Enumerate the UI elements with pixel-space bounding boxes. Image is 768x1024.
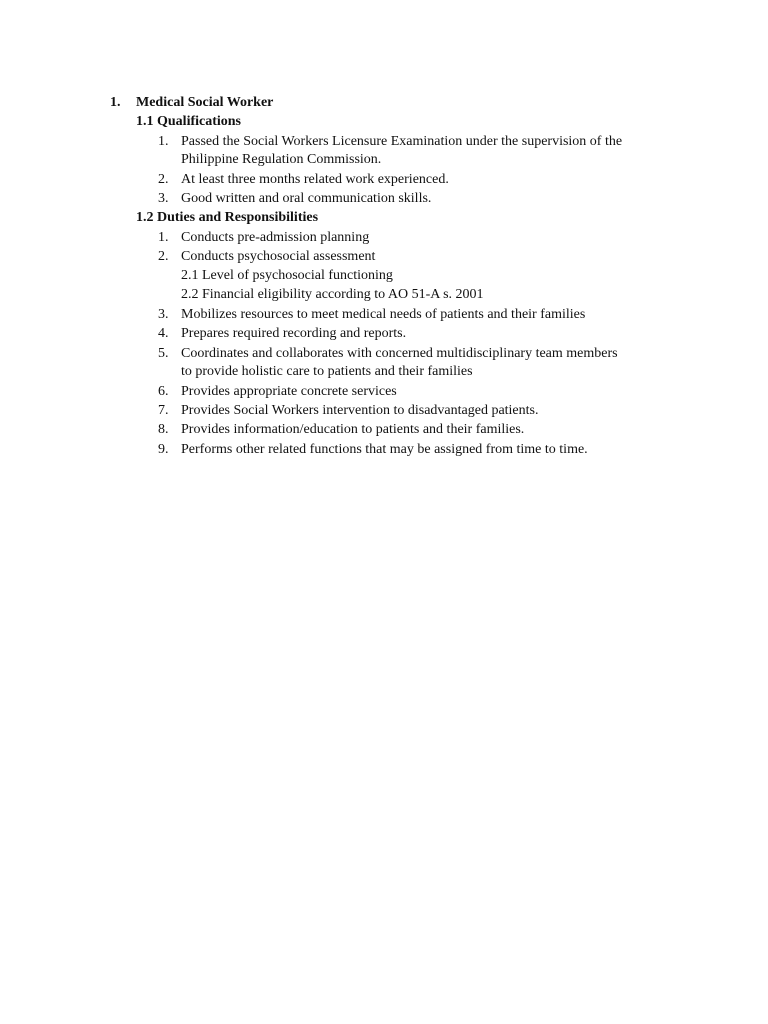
section-title: Medical Social Worker — [136, 95, 274, 110]
list-item-number: 4. — [158, 326, 169, 341]
list-item-number: 1. — [158, 230, 169, 245]
list-item-text: Passed the Social Workers Licensure Examination under the supervision of the — [181, 134, 623, 149]
list-item-text: Provides appropriate concrete services — [181, 384, 397, 399]
list-item-number: 2. — [158, 172, 169, 187]
list-item-text: to provide holistic care to patients and their families — [181, 364, 473, 379]
list-item-number: 7. — [158, 403, 169, 418]
list-item-text: Mobilizes resources to meet medical needs of patients and their families — [181, 307, 586, 322]
list-item-text: Provides Social Workers intervention to disadvantaged patients. — [181, 403, 539, 418]
sub-list-item-text: 2.1 Level of psychosocial functioning — [181, 268, 393, 283]
list-item-text: Provides information/education to patients and their families. — [181, 422, 525, 437]
list-item-text: Coordinates and collaborates with concerned multidisciplinary team members — [181, 346, 618, 361]
list-item-number: 8. — [158, 422, 169, 437]
list-item-number: 3. — [158, 191, 169, 206]
list-item-number: 2. — [158, 249, 169, 264]
list-item-text: Prepares required recording and reports. — [181, 326, 407, 341]
list-item-text: Conducts psychosocial assessment — [181, 249, 376, 264]
list-item-text: Conducts pre-admission planning — [181, 230, 370, 245]
list-item-text: Performs other related functions that may be assigned from time to time. — [181, 442, 588, 457]
list-item-text: At least three months related work experienced. — [181, 172, 449, 187]
section-number: 1. — [110, 95, 121, 110]
list-item-number: 5. — [158, 346, 169, 361]
list-item-number: 9. — [158, 442, 169, 457]
list-item-text: Philippine Regulation Commission. — [181, 152, 382, 167]
sub-list-item-text: 2.2 Financial eligibility according to AO 51-A s. 2001 — [181, 287, 484, 302]
list-item-number: 1. — [158, 134, 169, 149]
list-item-number: 6. — [158, 384, 169, 399]
list-item-number: 3. — [158, 307, 169, 322]
list-item-text: Good written and oral communication skills. — [181, 191, 432, 206]
duties-heading: 1.2 Duties and Responsibilities — [136, 210, 319, 225]
qualifications-heading: 1.1 Qualifications — [136, 114, 242, 129]
